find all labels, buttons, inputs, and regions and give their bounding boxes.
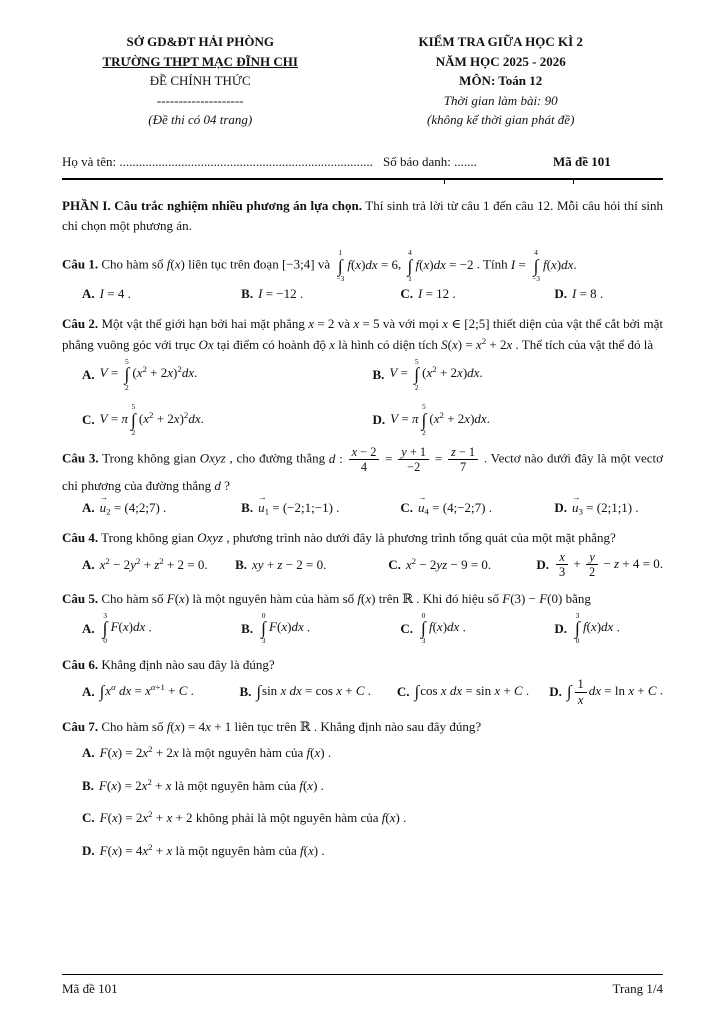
option-text: 3 ∫ 0 F(x)dx .: [102, 610, 152, 646]
question-3-option-d: [554, 492, 663, 518]
department-name: SỞ GD&ĐT HẢI PHÒNG: [126, 34, 274, 49]
question-1-option-b: [241, 284, 396, 304]
option-text: I = 12 .: [418, 286, 456, 302]
footer-exam-code: Mã đề 101: [62, 980, 118, 996]
question-5-body: Cho hàm số F(x) là một nguyên hàm của hàm số f(x) trên ℝ . Khi đó hiệu số F(3) − F(0) bằng: [98, 591, 591, 607]
question-4-text: [62, 527, 663, 548]
name-label: Họ và tên:: [62, 153, 117, 169]
question-3-option-b: [241, 492, 396, 518]
question-4-label: Câu 4.: [62, 529, 99, 545]
name-dotted-line: ..............................................................................: [119, 153, 373, 169]
question-7-option-d: [82, 841, 663, 861]
option-text: I = 8 .: [572, 286, 604, 302]
questions: [62, 249, 663, 860]
question-1-text: [62, 249, 663, 282]
question-7-options: [62, 739, 663, 860]
option-key: B.: [82, 777, 94, 793]
part1-heading: [62, 196, 663, 236]
separator-tick: [573, 178, 574, 184]
question-3-option-a: [82, 492, 237, 518]
option-text: → $u_2$ = (4;2;7) .: [99, 492, 167, 517]
candidate-name-field: [62, 152, 383, 172]
question-5-option-d: [554, 612, 663, 645]
question-4-option-a: [82, 550, 231, 579]
separator-tick: [444, 178, 445, 184]
option-key: B.: [239, 684, 252, 700]
question-7-body: Cho hàm số f(x) = 4x + 1 liên tục trên ℝ . Khẳng định nào sau đây đúng?: [98, 718, 482, 734]
question-6-label: Câu 6.: [62, 656, 99, 672]
question-2-option-c: [82, 403, 373, 436]
question-2: [62, 313, 663, 436]
option-text: V = π 5 ∫ 2 $(x^2 + 2x)^2dx$.: [99, 402, 204, 437]
option-key: C.: [82, 411, 95, 427]
question-3-body: Trong không gian Oxyz , cho đường thẳng d : $\frac{x - 2}{4}$ = $\frac{y + 1}{-2}$ = $\frac{z - 1}{7}$ . Vectơ nào dưới đây là một vectơ chỉ phương của đường thẳng d ?: [62, 445, 663, 493]
question-5-option-b: [241, 612, 396, 645]
option-text: V = 5 ∫ 2 $(x^2 + 2x)dx$.: [389, 356, 483, 392]
part1-heading-bold: PHẦN I. Câu trắc nghiệm nhiều phương án lựa chọn.: [62, 198, 362, 213]
option-key: C.: [396, 684, 410, 700]
question-4-options: [62, 550, 663, 579]
exam-code: Mã đề 101: [553, 153, 611, 169]
option-key: C.: [400, 620, 413, 636]
option-key: C.: [400, 286, 413, 302]
question-3-text: [62, 445, 663, 496]
exam-type: ĐỀ CHÍNH THỨC: [149, 73, 251, 88]
question-2-option-a: [82, 358, 373, 391]
question-5-text: [62, 588, 663, 609]
question-7-text: [62, 716, 663, 737]
pages-note: (Đề thi có 04 trang): [148, 112, 253, 127]
question-6-option-a: [82, 677, 235, 706]
question-3: [62, 445, 663, 517]
header-left: [62, 32, 338, 130]
question-7: [62, 716, 663, 860]
question-2-option-b: [373, 358, 664, 391]
question-6-options: [62, 677, 663, 706]
dash-divider: --------------------: [156, 92, 244, 108]
exam-title: KIỂM TRA GIỮA HỌC KÌ 2: [418, 34, 583, 49]
question-1-options: [62, 284, 663, 304]
option-text: $F(x) = 2x^2 + x$ là một nguyên hàm của f(x) .: [98, 776, 324, 793]
option-key: A.: [82, 684, 95, 700]
option-text: → $u_1$ = (−2;1;−1) .: [258, 492, 340, 517]
question-2-options: [62, 358, 663, 436]
question-6-option-d: [549, 677, 663, 706]
option-text: $\frac{x}{3}$ + $\frac{y}{2}$ − z + 4 = 0.: [554, 550, 663, 579]
option-key: B.: [241, 286, 254, 302]
option-text: ∫cos x dx = sin x + C .: [414, 682, 530, 702]
school-name: TRƯỜNG THPT MẠC ĐĨNH CHI: [102, 53, 298, 69]
option-key: B.: [241, 620, 254, 636]
question-7-option-b: [82, 776, 663, 796]
option-text: 3 ∫ 0 f(x)dx .: [575, 610, 620, 646]
question-6-body: Khẳng định nào sau đây là đúng?: [98, 656, 275, 672]
option-text: $x^2 - 2yz - 9 = 0$.: [405, 556, 492, 572]
candidate-info-row: [62, 152, 663, 181]
option-key: B.: [372, 366, 385, 382]
question-1-label: Câu 1.: [62, 256, 99, 272]
option-text: → $u_4$ = (4;−2;7) .: [418, 492, 492, 517]
option-text: ∫ $\frac{1}{x}$ dx = ln x + C .: [566, 677, 663, 707]
question-4: [62, 527, 663, 580]
option-key: C.: [400, 500, 413, 516]
option-key: D.: [554, 500, 567, 516]
option-text: $F(x) = 2x^2 + x + 2$ không phải là một nguyên hàm của f(x) .: [99, 809, 407, 826]
question-7-option-a: [82, 743, 663, 763]
question-1-option-d: [554, 284, 663, 304]
option-text: ∫sin x dx = cos x + C .: [256, 682, 371, 702]
question-7-label: Câu 7.: [62, 718, 99, 734]
option-key: D.: [372, 411, 386, 427]
option-key: A.: [82, 286, 95, 302]
question-5-option-c: [400, 612, 550, 645]
sbd-dotted-line: .......: [454, 153, 477, 169]
candidate-number-field: [383, 152, 553, 172]
option-text: V = π 5 ∫ 2 $(x^2 + 2x)dx$.: [390, 402, 490, 437]
option-text: 0 ∫ 3 f(x)dx .: [421, 610, 466, 646]
option-key: D.: [536, 556, 549, 572]
footer-page-number: Trang 1/4: [612, 980, 663, 996]
question-3-label: Câu 3.: [62, 450, 99, 466]
question-7-option-c: [82, 808, 663, 828]
school-year: NĂM HỌC 2025 - 2026: [435, 53, 566, 69]
option-text: V = 5 ∫ 2 $(x^2 + 2x)^2dx$.: [99, 356, 198, 392]
question-3-option-c: [400, 492, 550, 518]
question-2-text: [62, 313, 663, 356]
option-text: xy + z − 2 = 0.: [252, 556, 327, 572]
question-5-option-a: [82, 612, 237, 645]
option-key: B.: [235, 556, 248, 572]
option-key: D.: [554, 286, 567, 302]
question-1-option-c: [400, 284, 550, 304]
option-key: A.: [82, 366, 95, 382]
option-text: I = −12 .: [258, 286, 304, 302]
option-text: $\int x^\alpha$ dx = $x^{\alpha+1} + C$ .: [99, 682, 194, 702]
duration-note: (không kể thời gian phát đề): [427, 112, 575, 127]
option-key: D.: [549, 684, 562, 700]
question-4-option-d: [536, 550, 663, 579]
question-6-option-c: [397, 677, 545, 706]
question-4-option-c: [388, 550, 532, 579]
subject: MÔN: Toán 12: [459, 73, 543, 88]
option-key: D.: [554, 620, 567, 636]
option-text: $x^2 - 2y^2 + z^2 + 2 = 0$.: [99, 556, 208, 572]
question-5: [62, 588, 663, 645]
question-5-label: Câu 5.: [62, 591, 99, 607]
option-text: → $u_3$ = (2;1;1) .: [572, 492, 639, 517]
question-4-option-b: [235, 550, 384, 579]
option-text: I = 4 .: [99, 286, 131, 302]
question-2-label: Câu 2.: [62, 315, 99, 331]
option-key: C.: [82, 810, 95, 826]
question-3-options: [62, 492, 663, 518]
question-6: [62, 654, 663, 707]
page-footer: [62, 974, 663, 999]
question-1: [62, 249, 663, 304]
option-text: 0 ∫ 3 F(x)dx .: [261, 610, 311, 646]
option-key: B.: [241, 500, 254, 516]
question-1-option-a: [82, 284, 237, 304]
question-2-option-d: [373, 403, 664, 436]
part1-heading-rest: Thí sinh trả lời từ câu 1 đến câu 12. Mỗi câu hỏi thí sinh chỉ chọn một phương án.: [62, 198, 663, 234]
exam-header: [62, 32, 663, 130]
option-key: A.: [82, 556, 95, 572]
option-text: $F(x) = 2x^2 + 2x$ là một nguyên hàm của f(x) .: [99, 744, 332, 761]
header-right: [338, 32, 663, 130]
duration: Thời gian làm bài: 90: [443, 92, 558, 108]
question-4-body: Trong không gian Oxyz , phương trình nào dưới đây là phương trình tổng quát của một mặt phẳng?: [98, 529, 616, 545]
question-1-body: Cho hàm số f(x) liên tục trên đoạn [−3;4] và 1 ∫ −3 f(x)dx = 6, 4 ∫ 1 f(x)dx = −2 . Tính I = 4 ∫ −3 f(x)dx.: [98, 248, 577, 283]
question-5-options: [62, 612, 663, 645]
option-key: C.: [388, 556, 401, 572]
question-6-text: [62, 654, 663, 675]
question-6-option-b: [239, 677, 392, 706]
option-text: $F(x) = 4x^2 + x$ là một nguyên hàm của f(x) .: [99, 841, 325, 858]
option-key: A.: [82, 745, 95, 761]
sbd-label: Số báo danh:: [383, 153, 451, 169]
question-2-body: Một vật thể giới hạn bởi hai mặt phẳng x = 2 và x = 5 và với mọi x ∈ [2;5] thiết diện của vật thể cắt bởi mặt phẳng vuông góc với trục Ox tại điểm có hoành độ x là hình có diện tích $S(x) = x^2 + 2x$ . Thể tích của vật thể đó là: [62, 315, 663, 353]
option-key: D.: [82, 842, 95, 858]
option-key: A.: [82, 620, 95, 636]
option-key: A.: [82, 500, 95, 516]
